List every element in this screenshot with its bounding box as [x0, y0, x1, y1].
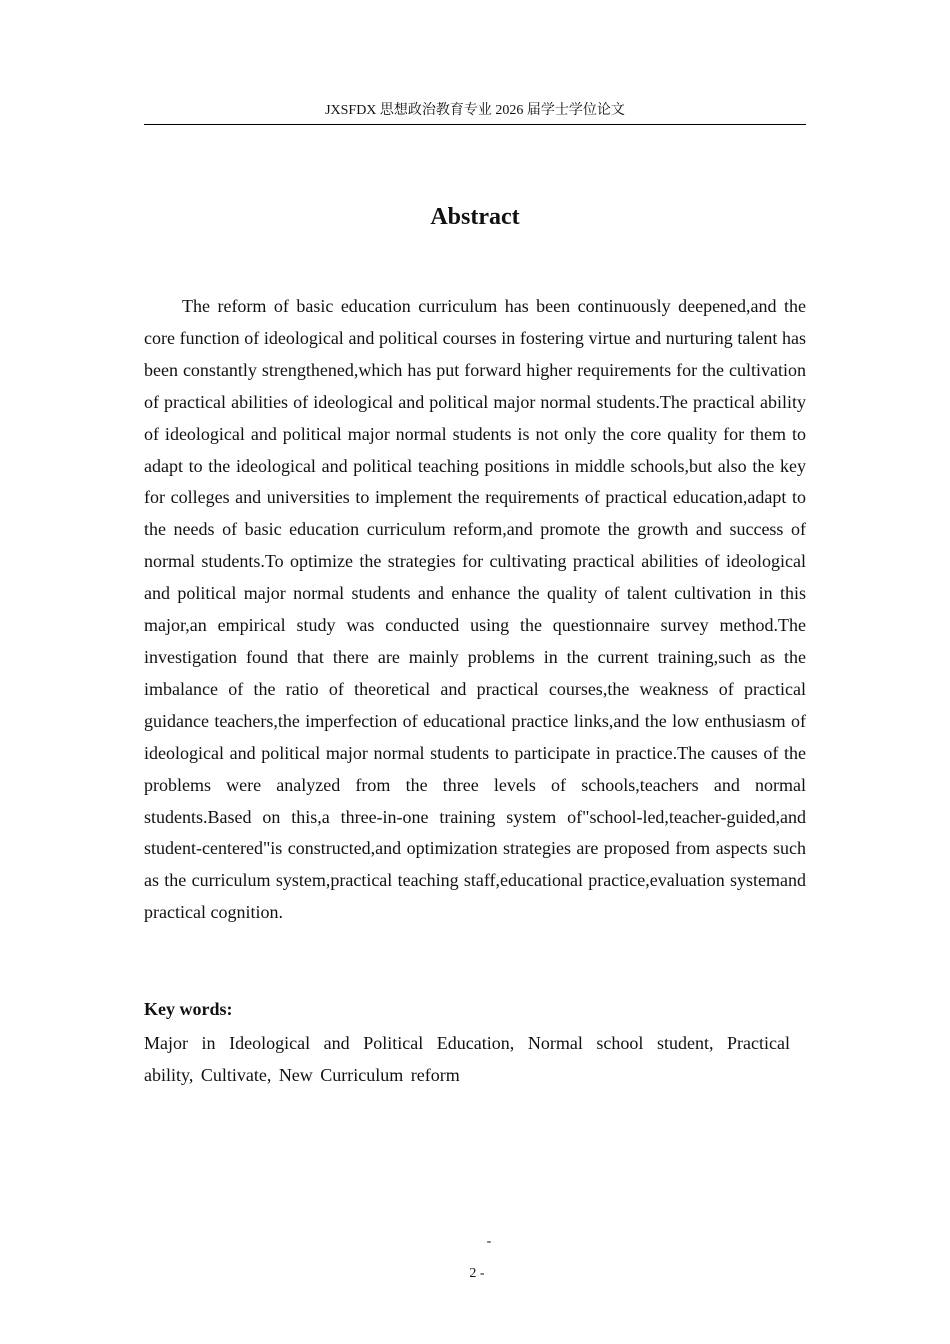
abstract-body: The reform of basic education curriculum has been continuously deepened,and the core function of ideological and political courses in fostering virtue and nurturing talent has been constantly strengthened,which has put forward higher requirements for the cultivation of practical abilities of ideological and political major normal students.The practical ability of ideological and political major normal students is not only the core quality for them to adapt to the ideological and political teaching positions in middle schools,but also the key for colleges and universities to implement the requirements of practical education,adapt to the needs of basic education curriculum reform,and promote the growth and success of normal students.To optimize the strategies for cultivating practical abilities of ideological and political major normal students and enhance the quality of talent cultivation in this major,an empirical study was conducted using the questionnaire survey method.The investigation found that there are mainly problems in the current training,such as the imbalance of the ratio of theoretical and practical courses,the weakness of practical guidance teachers,the imperfection of educational practice links,and the low enthusiasm of ideological and political major normal students to participate in practice.The causes of the problems were analyzed from the three levels of schools,teachers and normal students.Based on this,a three-in-one training system of"school-led,teacher-guided,and student-centered"is constructed,and optimization strategies are proposed from aspects such as the curriculum system,practical teaching staff,educational practice,evaluation systemand practical cognition.	[144, 296, 806, 923]
running-header: JXSFDX 思想政治教育专业 2026 届学士学位论文	[325, 103, 625, 118]
page-number: 2 -	[469, 1266, 485, 1281]
keywords-text: Major in Ideological and Political Education, Normal school student, Practical ability, Cultivate, New Curriculum reform	[144, 1033, 790, 1085]
header-rule	[144, 124, 806, 125]
abstract-title: Abstract	[430, 204, 520, 230]
keywords-heading: Key words:	[144, 999, 233, 1019]
footer-dash: -	[486, 1234, 492, 1249]
